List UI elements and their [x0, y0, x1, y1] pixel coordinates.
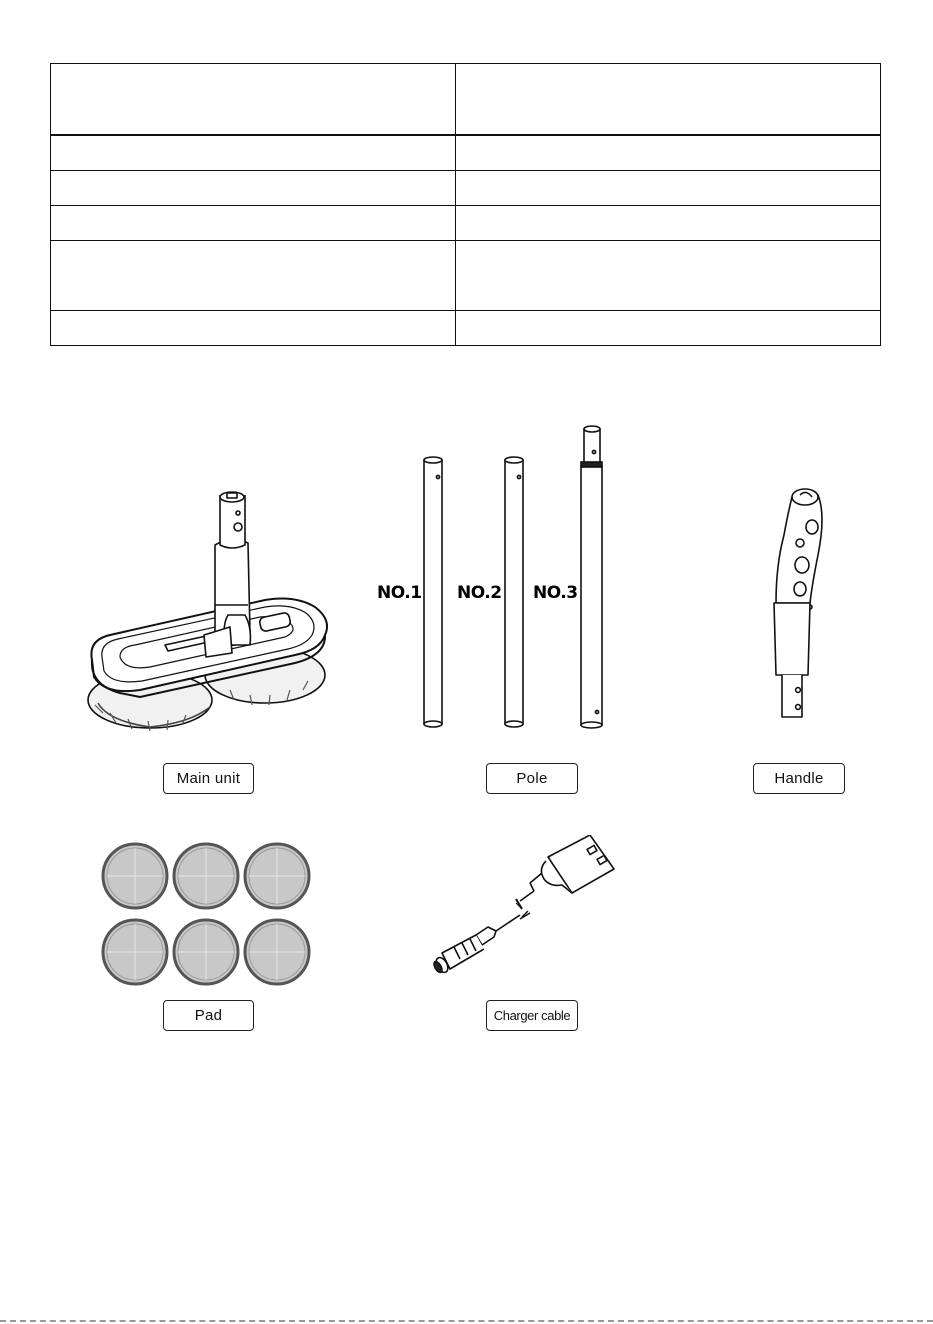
table-cell [51, 311, 456, 346]
table-row [51, 206, 881, 241]
pole-label-no1: NO.1 [377, 583, 422, 603]
table-row [51, 135, 881, 171]
pole-no3-drawing [576, 424, 606, 734]
pole-label-no3: NO.3 [533, 583, 578, 603]
pad-icon [174, 920, 238, 984]
main-unit-label: Main unit [163, 763, 254, 794]
table-cell [456, 64, 881, 136]
pad-icon [245, 920, 309, 984]
pad-icon [174, 844, 238, 908]
charger-cable-drawing [430, 835, 620, 980]
handle-drawing [760, 485, 840, 725]
charger-cable-label: Charger cable [486, 1000, 578, 1031]
pole-no2-drawing [501, 455, 527, 730]
table-cell [456, 206, 881, 241]
pole-no1-drawing [420, 455, 446, 730]
main-unit-drawing [80, 485, 335, 745]
table-row [51, 311, 881, 346]
table-cell [456, 171, 881, 206]
table-cell [456, 311, 881, 346]
page-cut-line [0, 1320, 933, 1322]
pole-label-no2: NO.2 [457, 583, 502, 603]
pad-icon [103, 844, 167, 908]
pad-icon [245, 844, 309, 908]
pads-drawing [100, 840, 312, 986]
table-cell [456, 135, 881, 171]
table-cell [51, 241, 456, 311]
table-row [51, 241, 881, 311]
table-row [51, 64, 881, 136]
table-cell [51, 64, 456, 136]
pad-label: Pad [163, 1000, 254, 1031]
handle-label: Handle [753, 763, 845, 794]
table-row [51, 171, 881, 206]
pad-icon [103, 920, 167, 984]
pole-part-label: Pole [486, 763, 578, 794]
spec-table [50, 63, 881, 346]
table-cell [51, 135, 456, 171]
table-cell [51, 206, 456, 241]
table-cell [51, 171, 456, 206]
table-cell [456, 241, 881, 311]
